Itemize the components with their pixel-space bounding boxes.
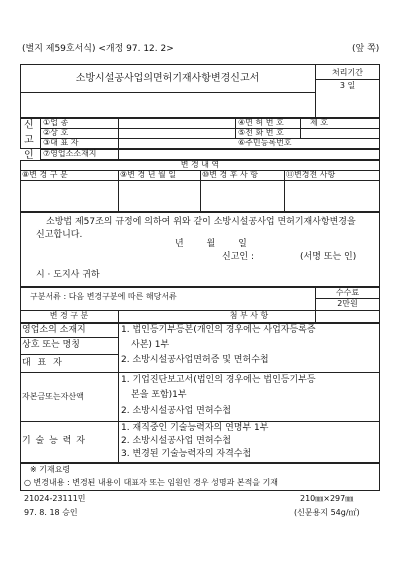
attach-item: 2. 소방시설공사업면허증 및 면허수첩 bbox=[121, 355, 269, 365]
footer-paper: (신문용지 54g/㎡) bbox=[294, 508, 360, 517]
recipient: 시 · 도지사 귀하 bbox=[36, 270, 100, 280]
field-resident-number: ⑥주민등록번호 bbox=[238, 138, 292, 147]
notes-title: ※ 기재요령 bbox=[30, 465, 71, 474]
attach-item: 2. 소방시설공사업 면허수첩 bbox=[121, 436, 231, 446]
docs-label: 구분서류 : 다음 변경구분에 따른 해당서류 bbox=[30, 292, 177, 301]
footer-approval: 97. 8. 18 승인 bbox=[24, 508, 78, 517]
declaration-text: 소방법 제57조의 규정에 의하여 위와 같이 소방시설공사업 면허기재사항변경을 신고합니다. bbox=[36, 217, 356, 240]
attach-col-docs: 첨 부 사 항 bbox=[229, 311, 269, 320]
processing-period-label: 처리기간 bbox=[332, 68, 363, 77]
reporter-label: 신고인 : bbox=[222, 252, 254, 262]
processing-period-value: 3 일 bbox=[339, 81, 356, 90]
signature-hint: (서명 또는 인) bbox=[300, 252, 357, 262]
declaration-date: 년 월 일 bbox=[175, 239, 247, 249]
form-number: (별지 제59호서식) <개정 97. 12. 2> bbox=[22, 44, 174, 54]
attach-col-type: 변 경 구 분 bbox=[49, 311, 89, 320]
changes-col-after: ⑩변 경 후 사 항 bbox=[202, 170, 258, 179]
attach-item: 사본) 1부 bbox=[131, 340, 170, 350]
field-license-number: ④면 허 번 호 bbox=[238, 118, 284, 127]
attach-type-address: 영업소의 소재지 bbox=[22, 325, 86, 335]
fee-label: 수수료 bbox=[335, 288, 360, 297]
notes-item: ○ 변경내용 : 변경된 내용이 대표자 또는 임원인 경우 성명과 본적을 기재 bbox=[24, 478, 279, 487]
changes-col-before: ⑪변경전 사항 bbox=[286, 170, 336, 179]
changes-col-date: ⑨변 경 년 월 일 bbox=[120, 170, 176, 179]
attach-type-company: 상호 또는 명칭 bbox=[22, 340, 80, 350]
footer-size: 210㎜×297㎜ bbox=[300, 494, 354, 503]
page-side-note: (앞 쪽) bbox=[352, 44, 380, 54]
field-phone: ⑤전 화 번 호 bbox=[238, 128, 284, 137]
attach-item: 1. 기업진단보고서(법인의 경우에는 법인등기부등 bbox=[121, 375, 316, 385]
field-business-type: ①업 종 bbox=[43, 118, 69, 127]
changes-title: 변 경 내 역 bbox=[180, 160, 220, 169]
attach-item: 2. 소방시설공사업 면허수첩 bbox=[121, 406, 231, 416]
form-title: 소방시설공사업의면허기재사항변경신고서 bbox=[75, 73, 260, 84]
license-number-value: 제 호 bbox=[310, 118, 328, 127]
attach-item: 1. 재직중인 기술능력자의 연명부 1부 bbox=[121, 423, 269, 433]
attach-type-capital: 자본금또는자산액 bbox=[22, 392, 84, 401]
fee-value: 2만원 bbox=[337, 299, 358, 308]
attach-type-rep: 대 표 자 bbox=[22, 358, 64, 368]
field-company-name: ②상 호 bbox=[43, 128, 69, 137]
attach-item: 본을 포함)1부 bbox=[131, 390, 187, 400]
changes-col-type: ⑧변 경 구 분 bbox=[22, 170, 68, 179]
attach-item: 1. 법인등기부등본(개인의 경우에는 사업자등록증 bbox=[121, 325, 316, 335]
field-office-address: ⑦영업소소재지 bbox=[43, 149, 97, 158]
attach-item: 3. 변경된 기술능력자의 자격수첩 bbox=[121, 449, 252, 459]
applicant-label: 신고인 bbox=[24, 120, 34, 161]
footer-code: 21024-23111민 bbox=[24, 494, 86, 503]
field-representative: ③대 표 자 bbox=[43, 138, 79, 147]
attach-type-technician: 기 술 능 력 자 bbox=[22, 436, 86, 446]
